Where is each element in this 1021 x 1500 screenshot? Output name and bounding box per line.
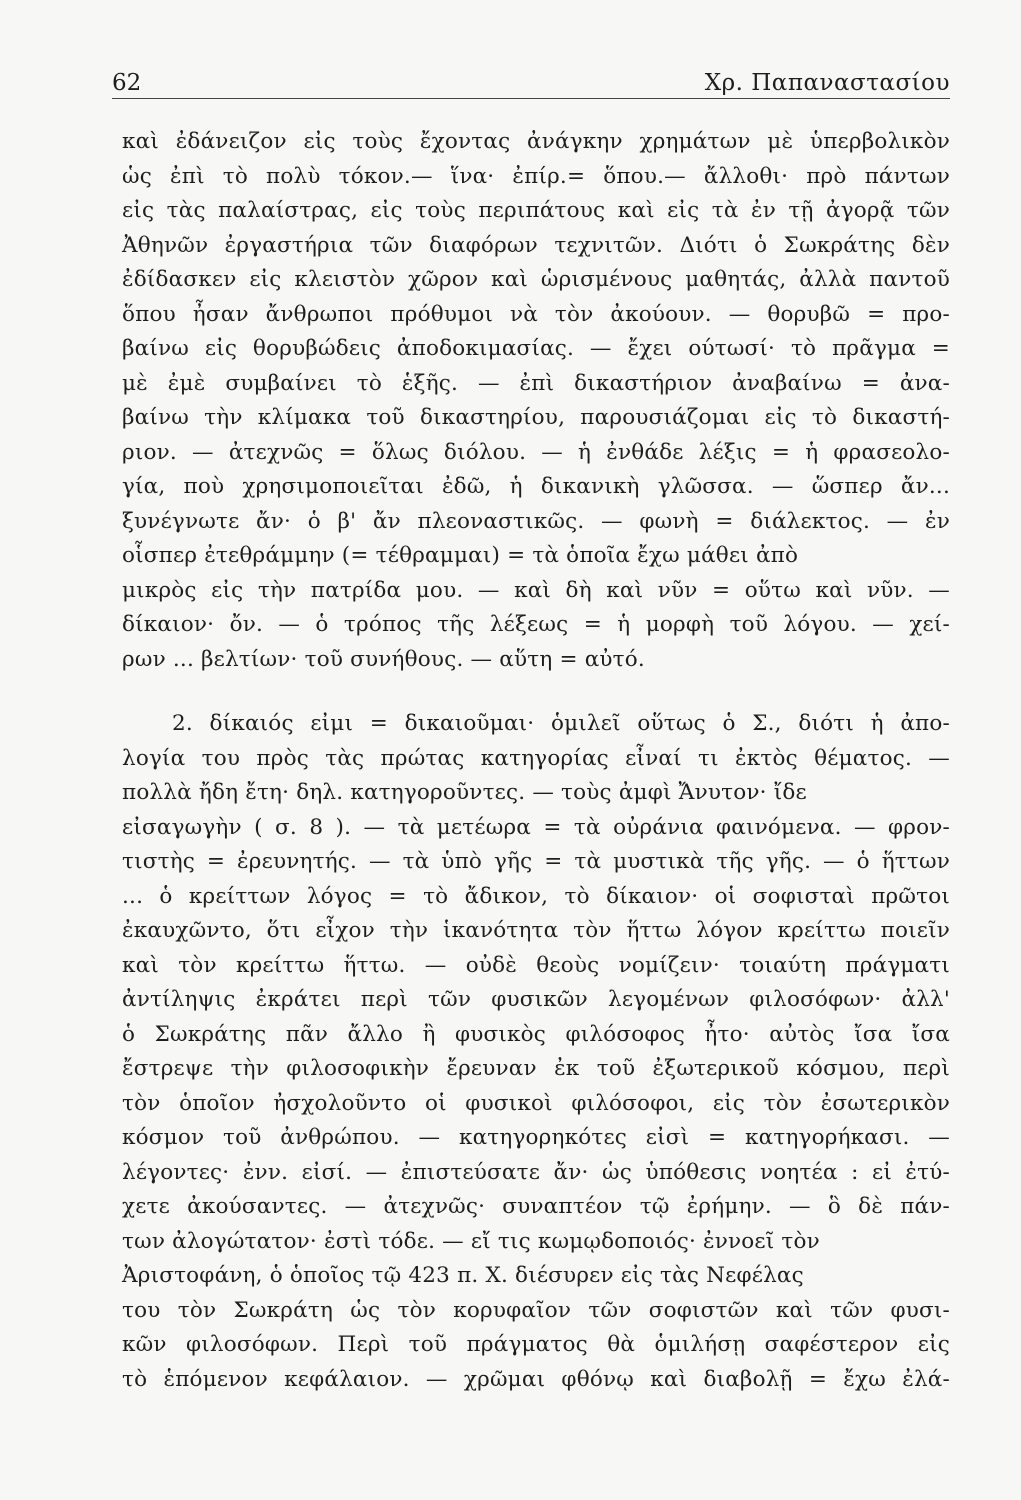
text-line: ριον. — ἀτεχνῶς = ὅλως διόλου. — ἡ ἐνθάδε λέξις = ἡ φρασεολο-	[122, 439, 950, 465]
paragraph-1	[122, 125, 950, 677]
text-line: του τὸν Σωκράτη ὡς τὸν κορυφαῖον τῶν σοφιστῶν καὶ τῶν φυσι-	[122, 1297, 950, 1323]
text-line: ὁ Σωκράτης πᾶν ἄλλο ἢ φυσικὸς φιλόσοφος ἦτο· αὐτὸς ἴσα ἴσα	[122, 1021, 950, 1047]
text-line: ἐδίδασκεν εἰς κλειστὸν χῶρον καὶ ὡρισμένους μαθητάς, ἀλλὰ παντοῦ	[122, 267, 950, 292]
text-line: οἷσπερ ἐτεθράμμην (= τέθραμμαι) = τὰ ὁποῖα ἔχω μάθει ἀπὸ	[122, 543, 799, 568]
text-line: ὡς ἐπὶ τὸ πολὺ τόκον.— ἵνα· ἐπίρ.= ὅπου.— ἄλλοθι· πρὸ πάντων	[122, 163, 950, 189]
text-line: Ἀθηνῶν ἐργαστήρια τῶν διαφόρων τεχνιτῶν. Διότι ὁ Σωκράτης δὲν	[122, 232, 950, 258]
text-line: εἰς τὰς παλαίστρας, εἰς τοὺς περιπάτους καὶ εἰς τὰ ἐν τῇ ἀγορᾷ τῶν	[122, 198, 950, 223]
text-line: καὶ ἐδάνειζον εἰς τοὺς ἔχοντας ἀνάγκην χρημάτων μὲ ὑπερβολικὸν	[122, 129, 950, 154]
text-line: γία, ποὺ χρησιμοποιεῖται ἐδῶ, ἡ δικανικὴ γλῶσσα. — ὥσπερ ἄν...	[122, 474, 950, 499]
text-line: τὸ ἑπόμενον κεφάλαιον. — χρῶμαι φθόνῳ καὶ διαβολῇ = ἔχω ἐλά-	[122, 1366, 950, 1392]
text-line: βαίνω εἰς θορυβώδεις ἀποδοκιμασίας. — ἔχει ούτωσί· τὸ πρᾶγμα =	[122, 336, 950, 361]
text-line: 2. δίκαιός εἰμι = δικαιοῦμαι· ὁμιλεῖ οὕτως ὁ Σ., διότι ἡ ἀπο-	[172, 711, 950, 736]
text-line: κόσμον τοῦ ἀνθρώπου. — κατηγορηκότες εἰσὶ = κατηγορήκασι. —	[122, 1125, 950, 1150]
text-line: λογία του πρὸς τὰς πρώτας κατηγορίας εἶναί τι ἐκτὸς θέματος. —	[122, 745, 950, 771]
text-line: πολλὰ ἤδη ἔτη· δηλ. κατηγοροῦντες. — τοὺς ἀμφὶ Ἄνυτον· ἴδε	[122, 780, 807, 805]
text-line: ρων ... βελτίων· τοῦ συνήθους. — αὕτη = αὐτό.	[122, 646, 645, 672]
text-line: καὶ τὸν κρείττω ἥττω. — οὐδὲ θεοὺς νομίζειν· τοιαύτη πράγματι	[122, 952, 950, 978]
page-number: 62	[112, 70, 142, 96]
text-line: ἐκαυχῶντο, ὅτι εἶχον τὴν ἱκανότητα τὸν ἥττω λόγον κρείττω ποιεῖν	[122, 918, 950, 943]
header-rule	[112, 98, 950, 99]
text-line: ξυνέγνωτε ἄν· ὁ β' ἄν πλεοναστικῶς. — φωνὴ = διάλεκτος. — ἐν	[122, 508, 950, 534]
text-line: λέγοντες· ἐνν. εἰσί. — ἐπιστεύσατε ἄν· ὡς ὑπόθεσις νοητέα : εἰ ἐτύ-	[122, 1159, 950, 1185]
text-line: δίκαιον· ὄν. — ὁ τρόπος τῆς λέξεως = ἡ μορφὴ τοῦ λόγου. — χεί-	[122, 612, 950, 637]
text-line: μὲ ἐμὲ συμβαίνει τὸ ἑξῆς. — ἐπὶ δικαστήριον ἀναβαίνω = ἀνα-	[122, 370, 950, 396]
text-line: εἰσαγωγὴν ( σ. 8 ). — τὰ μετέωρα = τὰ οὐράνια φαινόμενα. — φρον-	[122, 814, 950, 840]
text-line: μικρὸς εἰς τὴν πατρίδα μου. — καὶ δὴ καὶ νῦν = οὕτω καὶ νῦν. —	[122, 577, 950, 603]
text-line: ... ὁ κρείττων λόγος = τὸ ἄδικον, τὸ δίκαιον· οἱ σοφισταὶ πρῶτοι	[122, 883, 950, 909]
text-line: ὅπου ἦσαν ἄνθρωποι πρόθυμοι νὰ τὸν ἀκούουν. — θορυβῶ = προ-	[122, 301, 950, 327]
text-line: ἔστρεψε τὴν φιλοσοφικὴν ἔρευναν ἐκ τοῦ ἐξωτερικοῦ κόσμου, περὶ	[122, 1056, 950, 1081]
page-header	[112, 64, 950, 104]
paragraph-2	[122, 707, 950, 1397]
text-line: κῶν φιλοσόφων. Περὶ τοῦ πράγματος θὰ ὁμιλήσῃ σαφέστερον εἰς	[122, 1332, 950, 1357]
running-head-author: Χρ. Παπαναστασίου	[704, 70, 950, 96]
text-line: τιστὴς = ἐρευνητής. — τὰ ὑπὸ γῆς = τὰ μυστικὰ τῆς γῆς. — ὁ ἥττων	[122, 849, 950, 874]
text-line: ἀντίληψις ἐκράτει περὶ τῶν φυσικῶν λεγομένων φιλοσόφων· ἀλλ'	[122, 987, 950, 1012]
text-line: βαίνω τὴν κλίμακα τοῦ δικαστηρίου, παρουσιάζομαι εἰς τὸ δικαστή-	[122, 405, 950, 430]
text-line: τὸν ὁποῖον ἠσχολοῦντο οἱ φυσικοὶ φιλόσοφοι, εἰς τὸν ἐσωτερικὸν	[122, 1090, 950, 1116]
text-line: Ἀριστοφάνη, ὁ ὁποῖος τῷ 423 π. Χ. διέσυρεν εἰς τὰς Νεφέλας	[122, 1263, 804, 1288]
text-line: χετε ἀκούσαντες. — ἀτεχνῶς· συναπτέον τῷ ἐρήμην. — ὃ δὲ πάν-	[122, 1194, 950, 1219]
page-body	[122, 125, 950, 1397]
text-line: των ἀλογώτατον· ἐστὶ τόδε. — εἴ τις κωμῳδοποιός· ἐννοεῖ τὸν	[122, 1228, 820, 1254]
